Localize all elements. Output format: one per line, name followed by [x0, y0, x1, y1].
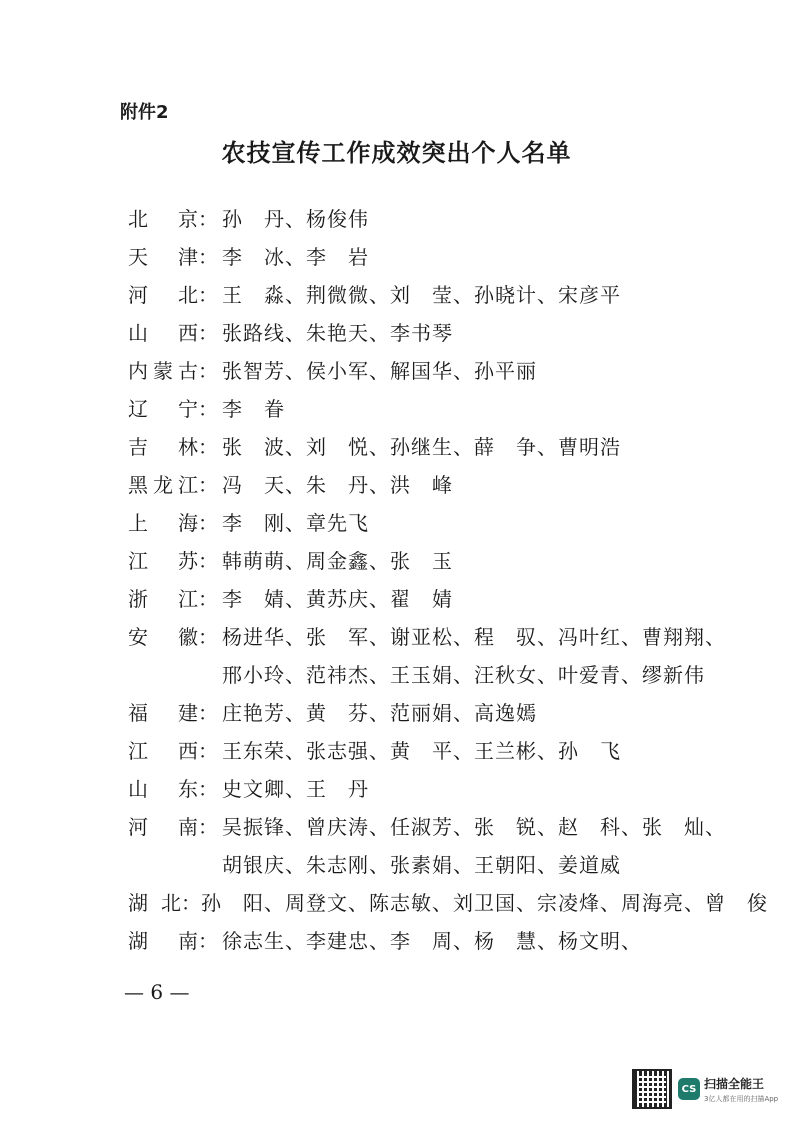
colon: ： — [198, 701, 218, 725]
region-char: 上 — [128, 511, 148, 535]
watermark-subtitle: 3亿人都在用的扫描App — [704, 1094, 779, 1103]
colon: ： — [198, 397, 218, 421]
names-text: 韩萌萌、周金鑫、张 玉 — [222, 549, 453, 573]
region-label — [128, 770, 198, 808]
region-label — [128, 276, 198, 314]
region-label — [128, 922, 198, 960]
list-item — [128, 428, 768, 466]
list-item — [128, 352, 768, 390]
region-char: 辽 — [128, 397, 148, 421]
region-char: 南 — [178, 815, 198, 839]
scanner-watermark — [632, 1066, 782, 1112]
names-text: 庄艳芳、黄 芬、范丽娟、高逸嫣 — [222, 701, 537, 725]
names-text: 李 眷 — [222, 397, 285, 421]
names-text: 李 刚、章先飞 — [222, 511, 369, 535]
list-item — [128, 504, 768, 542]
region-char: 江 — [128, 739, 148, 763]
region-char: 古 — [178, 359, 198, 383]
colon: ： — [198, 625, 218, 649]
region-char: 北 — [178, 283, 198, 307]
list-item — [128, 808, 768, 846]
region-label — [128, 580, 198, 618]
region-char: 内 — [128, 359, 148, 383]
list-item — [128, 466, 768, 504]
colon: ： — [198, 739, 218, 763]
region-char: 福 — [128, 701, 148, 725]
colon: ： — [198, 929, 218, 953]
region-char: 湖 — [128, 891, 148, 915]
names-text: 孙 阳、周登文、陈志敏、刘卫国、宗凌烽、周海亮、曾 俊 — [201, 891, 768, 915]
region-label — [128, 542, 198, 580]
names-text: 张路线、朱艳天、李书琴 — [222, 321, 453, 345]
region-char: 江 — [128, 549, 148, 573]
names-text: 王 淼、荆微微、刘 莹、孙晓计、宋彦平 — [222, 283, 621, 307]
colon: ： — [198, 245, 218, 269]
colon: ： — [198, 777, 218, 801]
names-text: 史文卿、王 丹 — [222, 777, 369, 801]
region-char: 海 — [178, 511, 198, 535]
region-char: 河 — [128, 283, 148, 307]
list-item — [128, 276, 768, 314]
names-text: 张智芳、侯小军、解国华、孙平丽 — [222, 359, 537, 383]
region-char: 津 — [178, 245, 198, 269]
list-item — [128, 580, 768, 618]
region-label — [128, 504, 198, 542]
names-text: 张 波、刘 悦、孙继生、薛 争、曹明浩 — [222, 435, 621, 459]
colon: ： — [198, 435, 218, 459]
list-item — [128, 922, 768, 960]
region-char: 宁 — [178, 397, 198, 421]
names-text: 冯 天、朱 丹、洪 峰 — [222, 473, 453, 497]
region-char: 江 — [178, 473, 198, 497]
attachment-label: 附件2 — [120, 102, 169, 123]
region-label — [128, 732, 198, 770]
colon: ： — [198, 587, 218, 611]
region-char: 苏 — [178, 549, 198, 573]
region-char: 安 — [128, 625, 148, 649]
region-char: 北 — [128, 207, 148, 231]
region-label — [128, 200, 198, 238]
page-number: — 6 — — [124, 980, 190, 1004]
region-char: 黑 — [128, 473, 148, 497]
region-label — [128, 428, 198, 466]
region-char: 吉 — [128, 435, 148, 459]
list-item — [128, 846, 768, 884]
region-label — [128, 352, 198, 390]
region-label — [128, 238, 198, 276]
list-item — [128, 390, 768, 428]
colon: ： — [198, 549, 218, 573]
region-char: 天 — [128, 245, 148, 269]
name-list — [128, 200, 768, 960]
region-char: 蒙 — [153, 359, 173, 383]
colon: ： — [198, 473, 218, 497]
region-char: 龙 — [153, 473, 173, 497]
list-item — [128, 314, 768, 352]
names-text: 李 婧、黄苏庆、翟 婧 — [222, 587, 453, 611]
region-char: 东 — [178, 777, 198, 801]
list-item — [128, 732, 768, 770]
camscanner-logo-icon: CS — [678, 1078, 700, 1100]
region-label — [128, 390, 198, 428]
names-text: 吴振锋、曾庆涛、任淑芳、张 锐、赵 科、张 灿、 — [222, 815, 726, 839]
region-char: 西 — [178, 321, 198, 345]
names-text: 胡银庆、朱志刚、张素娟、王朝阳、姜道威 — [222, 853, 621, 877]
region-char: 林 — [178, 435, 198, 459]
region-char: 京 — [178, 207, 198, 231]
region-char: 江 — [178, 587, 198, 611]
document-title: 农技宣传工作成效突出个人名单 — [221, 138, 572, 167]
region-label — [128, 314, 198, 352]
names-text: 孙 丹、杨俊伟 — [222, 207, 369, 231]
region-char: 西 — [178, 739, 198, 763]
names-text: 徐志生、李建忠、李 周、杨 慧、杨文明、 — [222, 929, 642, 953]
list-item — [128, 694, 768, 732]
colon: ： — [198, 321, 218, 345]
colon: ： — [198, 815, 218, 839]
region-char: 浙 — [128, 587, 148, 611]
list-item — [128, 542, 768, 580]
watermark-title: 扫描全能王 — [704, 1076, 765, 1091]
list-item — [128, 884, 768, 922]
region-char: 建 — [178, 701, 198, 725]
list-item — [128, 618, 768, 656]
region-char: 南 — [178, 929, 198, 953]
region-label — [128, 466, 198, 504]
list-item — [128, 656, 768, 694]
region-char: 北 — [161, 891, 181, 915]
colon: ： — [198, 511, 218, 535]
names-text: 李 冰、李 岩 — [222, 245, 369, 269]
region-char: 湖 — [128, 929, 148, 953]
colon: ： — [181, 891, 201, 915]
region-label — [128, 694, 198, 732]
region-char: 河 — [128, 815, 148, 839]
region-label — [128, 884, 181, 922]
region-char: 徽 — [178, 625, 198, 649]
region-char: 山 — [128, 321, 148, 345]
region-char: 山 — [128, 777, 148, 801]
region-label — [128, 618, 198, 656]
colon: ： — [198, 207, 218, 231]
names-text: 邢小玲、范祎杰、王玉娟、汪秋女、叶爱青、缪新伟 — [222, 663, 705, 687]
colon: ： — [198, 359, 218, 383]
qr-code-icon — [632, 1069, 672, 1109]
list-item — [128, 770, 768, 808]
names-text: 杨进华、张 军、谢亚松、程 驭、冯叶红、曹翔翔、 — [222, 625, 726, 649]
region-label — [128, 808, 198, 846]
names-text: 王东荣、张志强、黄 平、王兰彬、孙 飞 — [222, 739, 621, 763]
list-item — [128, 200, 768, 238]
list-item — [128, 238, 768, 276]
colon: ： — [198, 283, 218, 307]
